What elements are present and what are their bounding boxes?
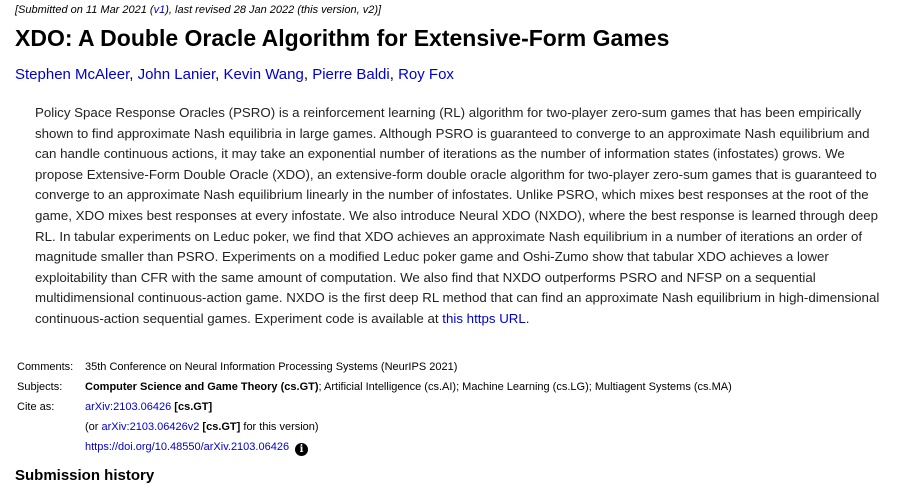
- subjects-value: [85, 377, 732, 397]
- cite-tag: [cs.GT]: [174, 401, 213, 413]
- comments-row: [17, 357, 732, 377]
- code-url-link[interactable]: this https URL: [442, 310, 526, 326]
- abstract-end: .: [525, 310, 530, 326]
- cite-value: [85, 397, 732, 417]
- info-icon[interactable]: i: [295, 443, 308, 456]
- submission-history-heading: Submission history: [15, 467, 155, 484]
- abstract-text: Policy Space Response Oracles (PSRO) is a reinforcement learning (RL) algorithm for two-player zero-sum games that has been empirically shown to find approximate Nash equilibria in large games. Although PSRO is guaranteed to converge to an approximate Nash equilibrium and can handle continuous actions, it may take an exponential number of iterations as the number of information states (infostates) grows. We propose Extensive-Form Double Oracle (XDO), an extensive-form double oracle algorithm for two-player zero-sum games that is guaranteed to converge to an approximate Nash equilibrium linearly in the number of infostates. Unlike PSRO, which mixes best responses at the root of the game, XDO mixes best responses at every infostate. We also introduce Neural XDO (NXDO), where the best response is learned through deep RL. In tabular experiments on Leduc poker, we find that XDO achieves an approximate Nash equilibrium in a number of iterations an order of magnitude smaller than PSRO. Experiments on a modified Leduc poker game and Oshi-Zumo show that tabular XDO achieves a lower exploitability than CFR with the same amount of computation. We also find that NXDO outperforms PSRO and NFSP on a sequential multidimensional continuous-action game. NXDO is the first deep RL method that can find an approximate Nash equilibrium in high-dimensional continuous-action sequential games. Experiment code is available at: [35, 105, 880, 326]
- cite-label: Cite as:: [17, 401, 55, 413]
- author-link[interactable]: Pierre Baldi: [312, 66, 390, 83]
- dateline-prefix: [Submitted on 11 Mar 2021 (: [15, 4, 154, 16]
- doi-value: [85, 437, 732, 457]
- subjects-label: Subjects:: [17, 381, 63, 393]
- arxiv-id-link[interactable]: arXiv:2103.06426: [85, 401, 172, 413]
- submission-dateline: [15, 4, 381, 16]
- author-link[interactable]: Kevin Wang: [223, 66, 304, 83]
- dateline-suffix: ), last revised 28 Jan 2022 (this version, v2)]: [165, 4, 382, 16]
- cite-version-row: [17, 417, 732, 437]
- doi-link[interactable]: https://doi.org/10.48550/arXiv.2103.06426: [85, 441, 290, 453]
- author-link[interactable]: John Lanier: [137, 66, 216, 83]
- paper-title: XDO: A Double Oracle Algorithm for Extensive-Form Games: [15, 25, 670, 51]
- metadata-table: [17, 357, 732, 457]
- cite-version-tag: [cs.GT]: [202, 421, 241, 433]
- doi-row: [17, 437, 732, 457]
- author-link[interactable]: Roy Fox: [398, 66, 454, 83]
- version-v1-link[interactable]: v1: [153, 4, 166, 16]
- comments-value: 35th Conference on Neural Information Processing Systems (NeurIPS 2021): [85, 361, 458, 373]
- abstract: [35, 103, 890, 330]
- primary-subject: Computer Science and Game Theory (cs.GT): [85, 381, 319, 393]
- secondary-subjects: ; Artificial Intelligence (cs.AI); Machine Learning (cs.LG); Multiagent Systems (cs.MA): [318, 381, 732, 393]
- author-list: Stephen McAleer, John Lanier, Kevin Wang, Pierre Baldi, Roy Fox: [15, 66, 454, 83]
- arxiv-version-link[interactable]: arXiv:2103.06426v2: [101, 421, 200, 433]
- comments-label: Comments:: [17, 361, 74, 373]
- author-link[interactable]: Stephen McAleer: [15, 66, 130, 83]
- cite-version-value: (or arXiv:2103.06426v2 [cs.GT] for this version): [85, 421, 319, 433]
- cite-row: [17, 397, 732, 417]
- subjects-row: [17, 377, 732, 397]
